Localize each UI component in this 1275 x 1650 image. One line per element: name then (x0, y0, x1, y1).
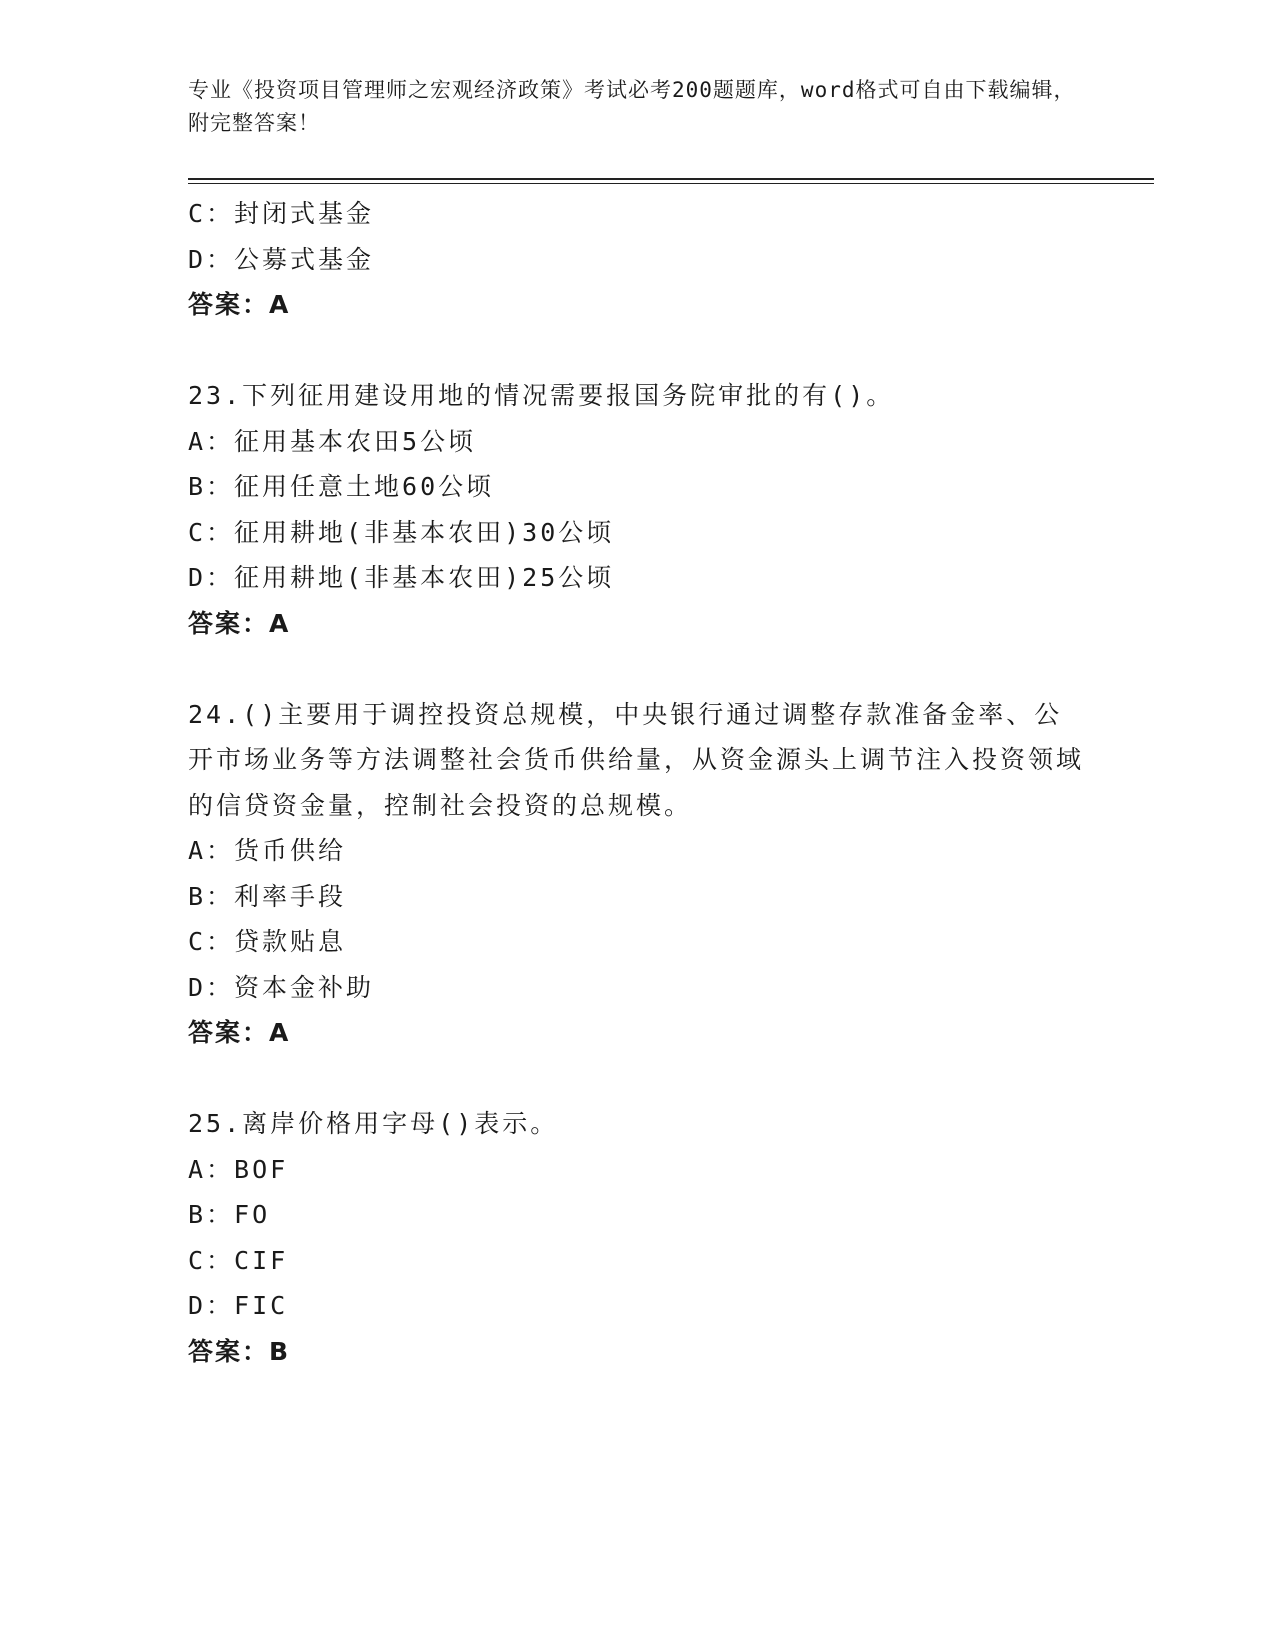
option-d: D：征用耕地(非基本农田)25公顷 (188, 563, 615, 592)
option-a: A：货币供给 (188, 836, 347, 865)
option-c: C：贷款贴息 (188, 927, 347, 956)
question-spacer (188, 328, 1154, 374)
option-c: C：征用耕地(非基本农田)30公顷 (188, 517, 615, 547)
question-spacer (188, 646, 1154, 692)
answer-line: 答案：A (188, 290, 291, 319)
option-d: D：FIC (188, 1291, 289, 1320)
question-24 (188, 692, 1154, 1056)
answer-line: 答案：B (188, 1336, 291, 1366)
option-b: B：FO (188, 1200, 271, 1229)
option-a: A：BOF (188, 1154, 289, 1184)
option-c: C：封闭式基金 (188, 199, 375, 228)
answer-line: 答案：A (188, 608, 291, 638)
option-b: B：征用任意土地60公顷 (188, 472, 495, 501)
header-divider (188, 178, 1154, 184)
question-25 (188, 1101, 1154, 1374)
option-a: A：征用基本农田5公顷 (188, 426, 477, 456)
option-c: C：CIF (188, 1245, 289, 1275)
option-d: D：资本金补助 (188, 972, 375, 1002)
question-list (188, 191, 1154, 1374)
question-stem: 23.下列征用建设用地的情况需要报国务院审批的有()。 (188, 381, 895, 410)
question-spacer (188, 1056, 1154, 1102)
option-b: B：利率手段 (188, 881, 347, 911)
question-stem: 24.()主要用于调控投资总规模，中央银行通过调整存款准备金率、公开市场业务等方法调整社会货币供给量，从资金源头上调节注入投资领域的信贷资金量，控制社会投资的总规模。 (188, 699, 1085, 820)
question-stem: 25.离岸价格用字母()表示。 (188, 1109, 559, 1138)
question-23 (188, 373, 1154, 646)
question-fragment (188, 191, 1154, 328)
page-header: 专业《投资项目管理师之宏观经济政策》考试必考200题题库，word格式可自由下载编辑，附完整答案！ (188, 78, 1076, 135)
answer-line: 答案：A (188, 1018, 291, 1047)
option-d: D：公募式基金 (188, 244, 375, 274)
